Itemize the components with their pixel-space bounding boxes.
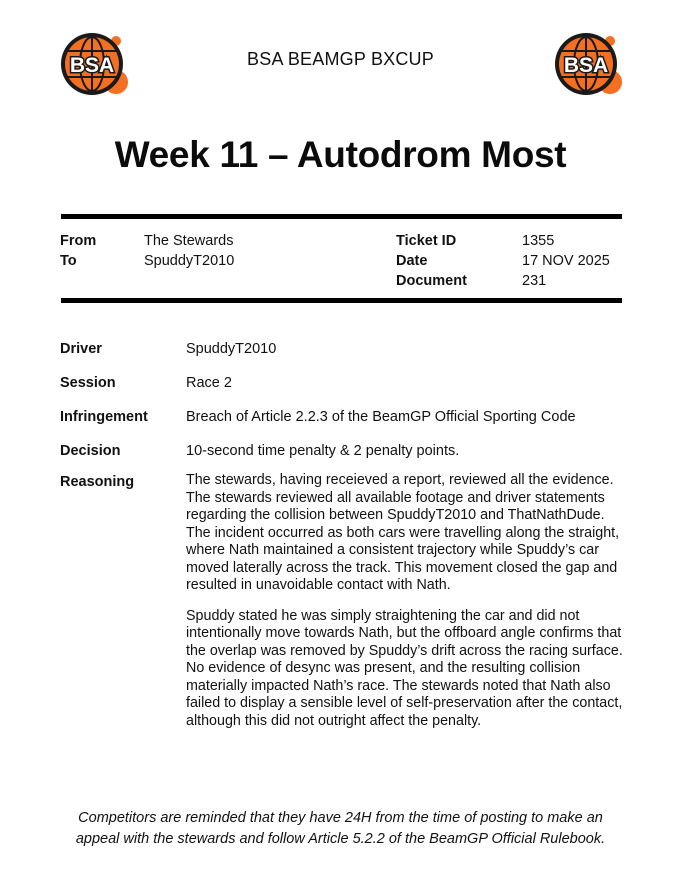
meta-date-row (396, 251, 610, 271)
reasoning-label: Reasoning (60, 474, 135, 490)
from-label: From (60, 233, 97, 249)
org-title: BSA BEAMGP BXCUP (247, 49, 434, 69)
session-label: Session (60, 375, 116, 391)
logo-text-left: BSA (69, 54, 115, 77)
session-value: Race 2 (186, 375, 232, 391)
driver-label: Driver (60, 341, 102, 357)
date-label: Date (396, 253, 428, 269)
ticket-label: Ticket ID (396, 233, 457, 249)
session-row (60, 373, 625, 407)
appeal-notice-line-2: appeal with the stewards and follow Article 5.2.2 of the BeamGP Official Rulebook. (75, 831, 606, 847)
date-value: 17 NOV 2025 (522, 253, 610, 269)
infringement-label: Infringement (60, 409, 148, 425)
appeal-notice-line-1: Competitors are reminded that they have 24H from the time of posting to make an (78, 810, 603, 826)
reasoning-row (60, 472, 625, 743)
from-value: The Stewards (144, 233, 234, 249)
reasoning-paragraph-2: Spuddy stated he was simply straightening the car and did not intentionally move towards Nath, but the offboard angle confirms that the overlap was removed by Spuddy’s drift across the racing surface. No evidence of desync was present, and the resulting collision materially impacted Nath’s race. The stewards noted that Nath also failed to display a sensible level of self-preservation after the contact, although this did not outright affect the penalty. (186, 607, 623, 729)
meta-document-row (396, 271, 610, 291)
document-value: 231 (522, 273, 547, 289)
to-value: SpuddyT2010 (144, 253, 235, 269)
driver-row (60, 339, 625, 373)
meta-ticket-row (396, 231, 610, 251)
meta-left (60, 231, 234, 271)
reasoning-paragraph-1: The stewards, having receieved a report, reviewed all the evidence. The stewards reviewed all available footage and driver statements regarding the collision between SpuddyT2010 and ThatNathDude. The incident occurred as both cars were travelling along the straight, where Nath maintained a consistent trajectory while Spuddy’s car moved laterally across the track. This movement closed the gap and resulted in unavoidable contact with Nath. (186, 472, 620, 593)
reasoning-text (186, 472, 625, 743)
appeal-notice (0, 808, 681, 850)
to-label: To (60, 253, 77, 269)
logo-text-right: BSA (563, 54, 609, 77)
divider-top (61, 214, 622, 219)
driver-value: SpuddyT2010 (186, 341, 277, 357)
infringement-row (60, 407, 625, 441)
meta-to-row (60, 251, 234, 271)
decision-label: Decision (60, 443, 121, 459)
meta-right (396, 231, 610, 291)
event-title: Week 11 – Autodrom Most (114, 134, 567, 175)
meta-from-row (60, 231, 234, 251)
ticket-value: 1355 (522, 233, 555, 249)
decision-value: 10-second time penalty & 2 penalty points. (186, 443, 460, 459)
document-label: Document (396, 273, 467, 289)
decision-details (60, 339, 625, 743)
infringement-value: Breach of Article 2.2.3 of the BeamGP Official Sporting Code (186, 409, 576, 425)
divider-bottom (61, 298, 622, 303)
decision-row (60, 441, 625, 472)
